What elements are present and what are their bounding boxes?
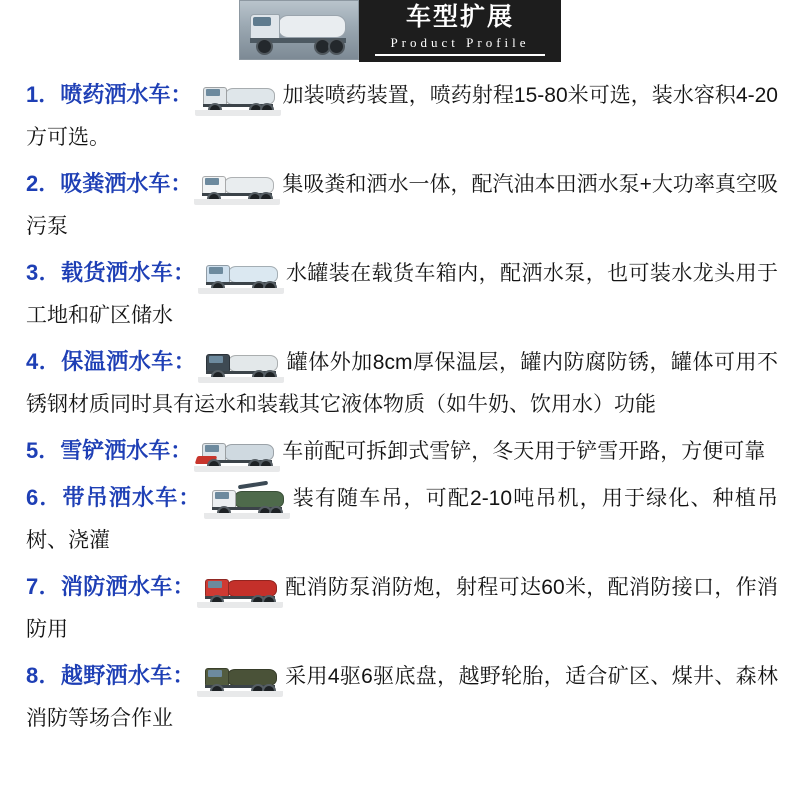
item-description: 水罐装在载货车箱内，配洒水泵，也可装水龙头用于工地和矿区储水 <box>26 262 778 327</box>
item-description: 采用4驱6驱底盘，越野轮胎，适合矿区、煤井、森林消防等场合作业 <box>26 665 778 730</box>
item-label: 4．保温洒水车： <box>26 349 197 374</box>
list-item <box>26 655 778 740</box>
cargo-water-truck-photo <box>198 254 284 294</box>
page-title: 车型扩展 <box>405 3 514 32</box>
list-item <box>26 566 778 651</box>
list-item <box>26 477 778 562</box>
list-item <box>26 74 778 159</box>
item-description: 加装喷药装置，喷药射程15-80米可选，装水容积4-20方可选。 <box>26 84 778 149</box>
list-item <box>26 163 778 248</box>
page-banner <box>0 0 800 68</box>
insulated-water-truck-photo <box>198 343 284 383</box>
snow-plow-water-truck-photo <box>194 432 280 472</box>
item-description: 车前配可拆卸式雪铲，冬天用于铲雪开路，方便可靠 <box>282 440 766 463</box>
off-road-water-truck-photo <box>197 657 283 697</box>
list-item <box>26 430 778 473</box>
list-item <box>26 252 778 337</box>
list-item <box>26 341 778 426</box>
item-description: 集吸粪和洒水一体，配汽油本田洒水泵+大功率真空吸污泵 <box>26 173 778 238</box>
item-label: 5．雪铲洒水车： <box>26 438 193 463</box>
item-description: 装有随车吊，可配2-10吨吊机，用于绿化、种植吊树、浇灌 <box>26 487 778 552</box>
item-label: 3．载货洒水车： <box>26 260 196 285</box>
item-description: 罐体外加8cm厚保温层，罐内防腐防锈，罐体可用不锈钢材质同时具有运水和装载其它液体物质（如牛奶、饮用水）功能 <box>26 351 778 416</box>
product-list <box>0 68 800 740</box>
banner-inner <box>239 0 561 62</box>
item-label: 1．喷药洒水车： <box>26 82 193 107</box>
fire-fighting-water-truck-photo <box>197 568 283 608</box>
page-subtitle: Product Profile <box>390 34 530 50</box>
vacuum-sewage-truck-photo <box>194 165 280 205</box>
item-label: 7．消防洒水车： <box>26 574 195 599</box>
water-tank-truck-photo <box>239 0 359 60</box>
crane-water-truck-photo <box>204 479 290 519</box>
item-label: 8．越野洒水车： <box>26 663 195 688</box>
item-label: 2．吸粪洒水车： <box>26 171 193 196</box>
item-label: 6．带吊洒水车： <box>26 485 202 510</box>
item-description: 配消防泵消防炮，射程可达60米，配消防接口，作消防用 <box>26 576 778 641</box>
green-white-sprayer-truck-photo <box>195 76 281 116</box>
title-divider <box>375 54 545 56</box>
banner-title-block <box>359 0 561 62</box>
